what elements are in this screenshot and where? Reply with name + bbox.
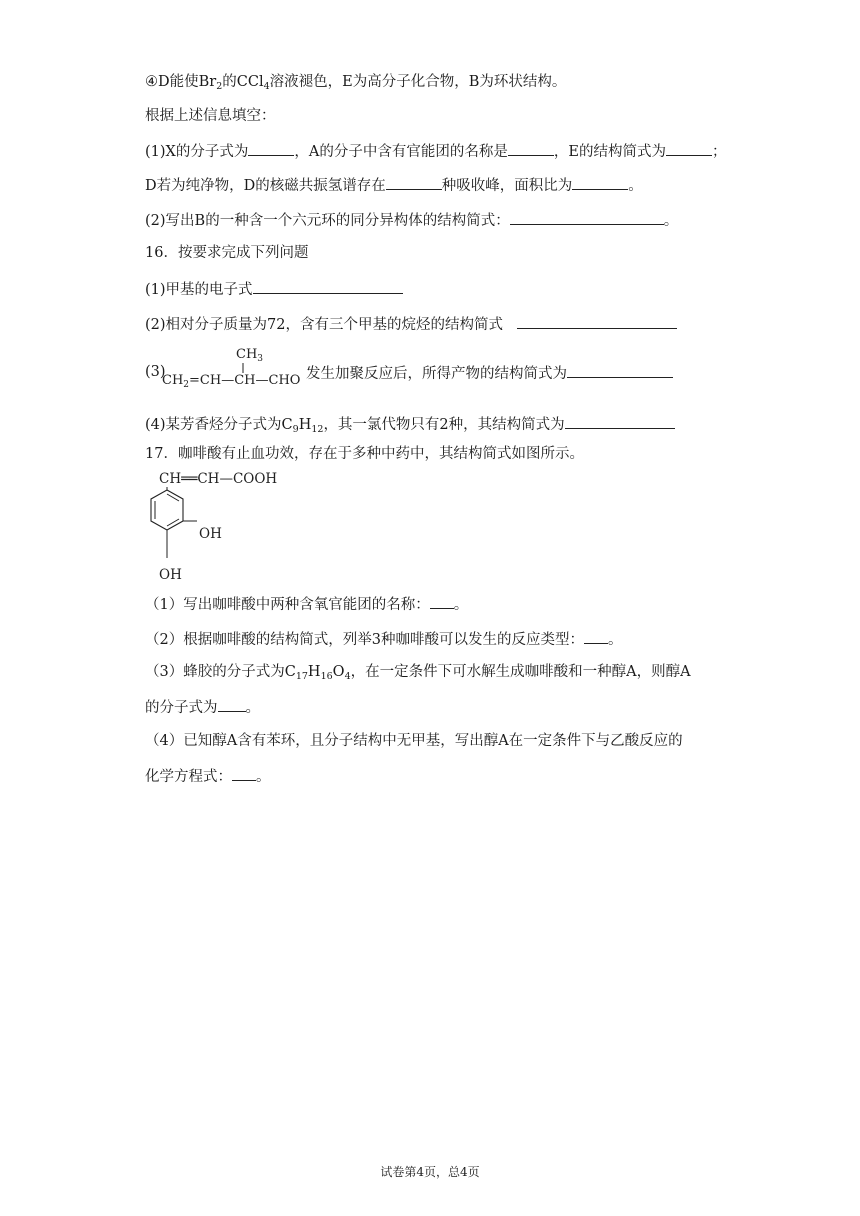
text: 的CCl (222, 74, 264, 90)
subscript: 4 (263, 81, 270, 92)
text: 。 (607, 632, 623, 648)
answer-blank[interactable] (253, 278, 403, 294)
text: (3) (145, 364, 166, 380)
question-17-4-cont (145, 765, 271, 787)
question-16-title: 16．按要求完成下列问题 (145, 245, 309, 261)
answer-blank[interactable] (218, 696, 246, 712)
subscript: 17 (295, 671, 308, 682)
double-bond (167, 494, 179, 501)
question-17-3 (145, 662, 691, 682)
line-5 (145, 209, 678, 231)
text: (1)X的分子式为 (145, 144, 249, 160)
text: O (332, 664, 345, 680)
text: ，A的分子中含有官能团的名称是 (294, 144, 508, 160)
answer-blank[interactable] (584, 628, 608, 644)
question-16-3-text (306, 362, 673, 384)
text: (1)甲基的电子式 (145, 282, 253, 298)
answer-blank[interactable] (517, 313, 677, 329)
line-4 (145, 174, 643, 196)
text: 。 (663, 213, 679, 229)
text: H (307, 664, 321, 680)
text: 。 (256, 769, 271, 785)
subscript: 16 (320, 671, 333, 682)
text: 的分子式为 (145, 700, 218, 716)
question-16-1 (145, 278, 403, 300)
answer-blank[interactable] (232, 765, 256, 781)
double-bond (167, 519, 179, 526)
text: H (298, 417, 312, 433)
text: (2)相对分子质量为72，含有三个甲基的烷烃的结构简式 (145, 317, 503, 333)
question-17-title: 17．咖啡酸有止血功效，存在于多种中药中，其结构简式如图所示。 (145, 446, 584, 462)
text: (2)写出B的一种含一个六元环的同分异构体的结构简式： (145, 213, 510, 229)
text: （3）蜂胶的分子式为C (145, 664, 296, 680)
question-17-1 (145, 593, 468, 615)
text: ，E的结构简式为 (553, 144, 666, 160)
question-16-4 (145, 413, 675, 435)
benzene-ring (151, 490, 183, 530)
ch3-label: $CH_3$ (236, 347, 264, 364)
question-17-2 (145, 628, 622, 650)
subscript: 9 (292, 424, 299, 435)
caffeic-acid-structure (145, 466, 295, 586)
answer-blank[interactable] (565, 413, 675, 429)
text: 化学方程式： (145, 769, 232, 785)
text: 。 (628, 178, 643, 194)
text: 种吸收峰，面积比为 (441, 178, 573, 194)
page-footer: 试卷第4页，总4页 (380, 1165, 480, 1179)
chain-label: $CH_2=CH—CH—CHO$ (162, 373, 300, 388)
text: (4)某芳香烃分子式为C (145, 417, 293, 433)
text: 。 (453, 597, 469, 613)
oh-label-para: OH (159, 567, 182, 583)
text: ，其一氯代物只有2种，其结构简式为 (323, 417, 565, 433)
question-17-4: （4）已知醇A含有苯环，且分子结构中无甲基，写出醇A在一定条件下与乙酸反应的 (145, 733, 683, 749)
answer-blank[interactable] (508, 140, 554, 156)
answer-blank[interactable] (572, 174, 628, 190)
subscript: 4 (344, 671, 351, 682)
subscript: 2 (216, 81, 223, 92)
text: （1）写出咖啡酸中两种含氧官能团的名称： (145, 597, 430, 613)
line-2: 根据上述信息填空： (145, 108, 276, 124)
line-1 (145, 72, 566, 92)
text: （2）根据咖啡酸的结构简式，列举3种咖啡酸可以发生的反应类型： (145, 632, 584, 648)
text: 。 (245, 700, 260, 716)
side-chain-label: CH══CH—COOH (159, 471, 278, 487)
question-17-3-cont (145, 696, 260, 718)
text: 发生加聚反应后，所得产物的结构简式为 (306, 366, 567, 382)
text: ④D能使Br (145, 74, 217, 90)
answer-blank[interactable] (248, 140, 294, 156)
answer-blank[interactable] (430, 593, 454, 609)
question-16-2 (145, 313, 677, 335)
line-3 (145, 140, 726, 162)
text: ； (711, 144, 727, 160)
text: 溶液褪色，E为高分子化合物，B为环状结构。 (269, 74, 567, 90)
answer-blank[interactable] (510, 209, 664, 225)
text: ，在一定条件下可水解生成咖啡酸和一种醇A，则醇A (350, 664, 691, 680)
subscript: 12 (311, 424, 324, 435)
text: D若为纯净物，D的核磁共振氢谱存在 (145, 178, 386, 194)
answer-blank[interactable] (567, 362, 673, 378)
answer-blank[interactable] (386, 174, 442, 190)
answer-blank[interactable] (666, 140, 712, 156)
acrolein-methyl-structure (160, 342, 300, 388)
oh-label-meta: OH (199, 526, 222, 542)
